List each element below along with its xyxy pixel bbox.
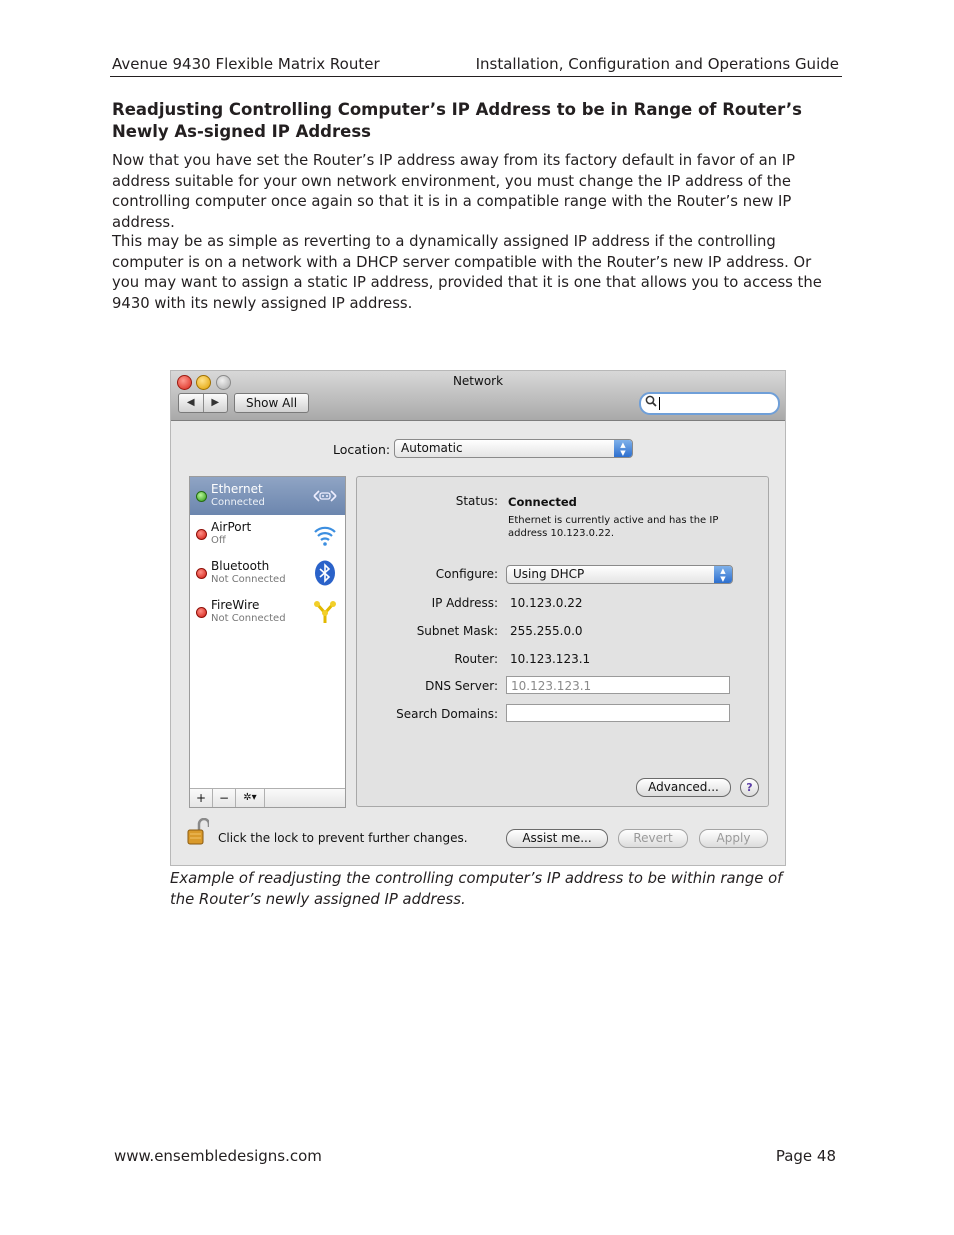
nav-buttons [178,393,228,413]
location-label: Location: [333,442,391,457]
detail-panel [356,476,769,807]
service-name: FireWire [211,598,260,612]
back-button[interactable]: ◀ [179,394,204,412]
configure-popup[interactable] [506,565,733,584]
network-window [170,370,786,866]
location-value: Automatic [401,441,463,455]
show-all-button[interactable]: Show All [234,393,309,413]
popup-arrows-icon: ▲ ▼ [614,440,632,457]
page-header-left: Avenue 9430 Flexible Matrix Router [112,55,380,73]
advanced-button[interactable]: Advanced... [636,778,731,797]
service-firewire[interactable] [190,593,345,631]
router-value: 10.123.123.1 [510,652,591,666]
subnet-mask-value: 255.255.0.0 [510,624,583,638]
status-label: Status: [455,494,498,508]
subnet-mask-label: Subnet Mask: [416,624,498,638]
add-service-button[interactable]: + [190,789,213,807]
popup-arrows-icon: ▲ ▼ [714,566,732,583]
text-caret [659,397,660,410]
location-popup[interactable] [394,439,633,458]
firewire-icon [313,599,337,625]
service-name: Ethernet [211,482,263,496]
service-state: Connected [211,497,265,508]
apply-button[interactable]: Apply [699,829,768,848]
ip-address-value: 10.123.0.22 [510,596,583,610]
search-domains-field[interactable] [506,704,730,722]
status-dot-red [196,607,207,618]
ethernet-icon [313,483,337,509]
magnifier-icon [645,395,657,410]
paragraph-1: Now that you have set the Router’s IP address away from its factory default in favor of an IP address suitable for your own network environment, you must change the IP address of the controlling computer once again so that it is in a compatible range with the Router’s new IP address. [112,152,796,231]
lock-icon[interactable] [187,818,209,846]
service-list [189,476,346,808]
service-ethernet[interactable] [190,477,345,515]
page-number: Page 48 [775,1147,836,1165]
dns-server-field[interactable]: 10.123.123.1 [506,676,730,694]
title-bar [171,371,785,421]
figure-caption: Example of readjusting the controlling computer’s IP address to be within range of the Router’s newly assigned IP address. [170,870,783,908]
wifi-icon [313,521,337,547]
service-list-toolbar [190,788,345,807]
service-state: Not Connected [211,613,286,624]
status-dot-red [196,568,207,579]
status-dot-red [196,529,207,540]
page-header-right: Installation, Configuration and Operations Guide [475,55,839,73]
footer-url: www.ensembledesigns.com [114,1147,322,1165]
dns-server-label: DNS Server: [425,679,498,693]
service-name: AirPort [211,520,252,534]
ip-address-label: IP Address: [431,596,498,610]
search-field[interactable] [639,392,780,415]
window-title: Network [452,374,504,388]
status-dot-green [196,491,207,502]
service-state: Off [211,535,226,546]
service-airport[interactable] [190,515,345,553]
lock-text: Click the lock to prevent further changes. [218,831,468,845]
status-value: Connected [508,495,577,509]
header-rule [110,76,842,77]
service-bluetooth[interactable] [190,554,345,592]
search-domains-label: Search Domains: [396,707,498,721]
status-description: Ethernet is currently active and has the IP address 10.123.0.22. [508,515,719,539]
help-button[interactable]: ? [740,778,759,797]
gear-icon[interactable]: ✲▾ [236,789,265,807]
service-state: Not Connected [211,574,286,585]
bluetooth-icon [313,560,337,586]
section-heading: Readjusting Controlling Computer’s IP Address to be in Range of Router’s Newly As-signed IP Address [112,100,802,141]
paragraph-2: This may be as simple as reverting to a dynamically assigned IP address if the controlling computer is on a network with a DHCP server compatible with the Router’s new IP address. Or you may want to assign a static IP address, provided that it is one that allows you to access the 9430 with its newly assigned IP address. [112,233,822,312]
service-name: Bluetooth [211,559,270,573]
router-label: Router: [454,652,498,666]
configure-label: Configure: [435,567,498,581]
forward-button[interactable]: ▶ [211,397,220,408]
assist-me-button[interactable]: Assist me... [506,829,608,848]
revert-button[interactable]: Revert [618,829,688,848]
remove-service-button[interactable]: − [213,789,236,807]
configure-value: Using DHCP [513,567,585,581]
